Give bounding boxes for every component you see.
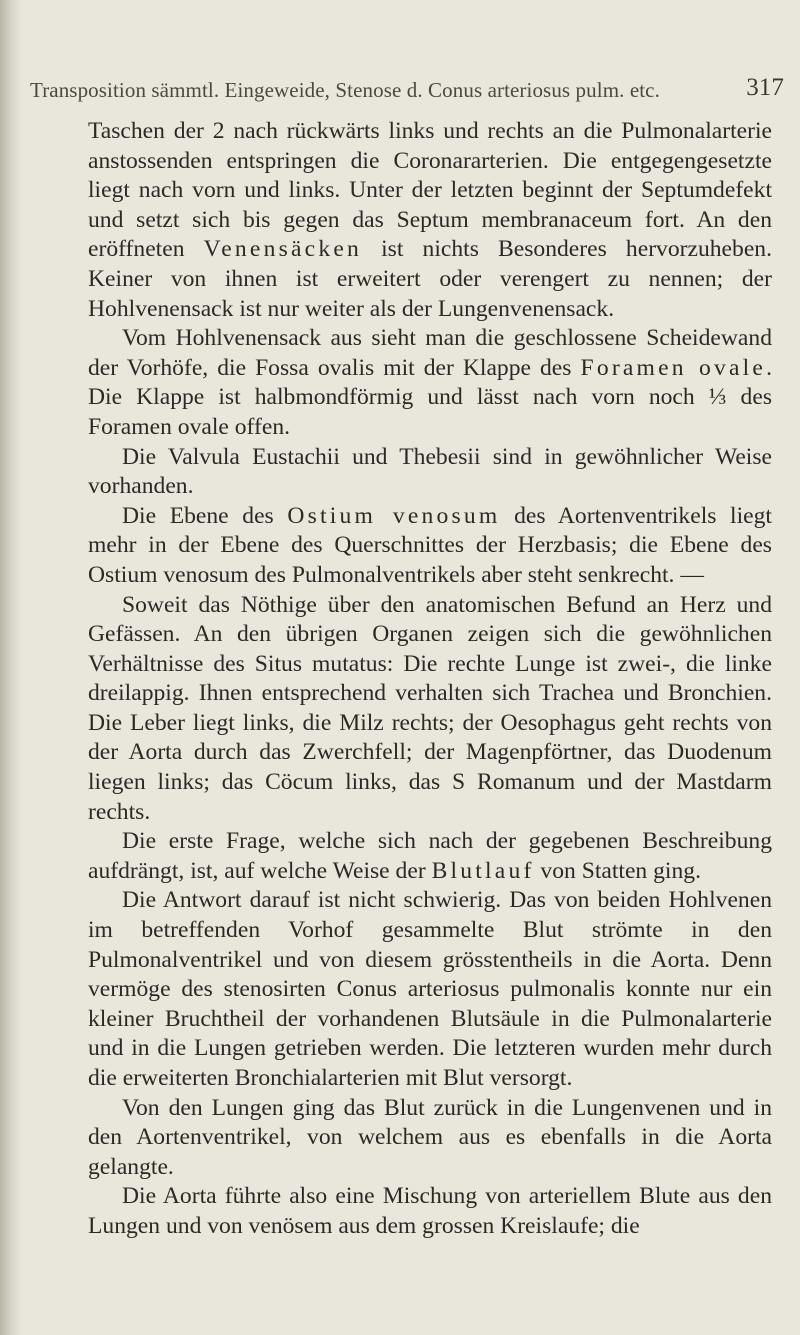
paragraph-text: Die Valvula Eustachii und Thebesii sind in gewöhnlicher Weise vorhanden. [88,443,772,500]
page-number: 317 [746,74,784,101]
paragraph-text: Von den Lungen ging das Blut zurück in die Lungenvenen und in den Aortenventrikel, von welchem aus es ebenfalls in die Aorta gelangte. [88,1094,772,1180]
running-head [30,74,784,108]
paragraph-text: Taschen der 2 nach rückwärts links und rechts an die Pulmonalarterie anstossenden entspringen die Coronararterien. Die entgegengesetzte liegt nach vorn und links. Unter der letzten beginnt der Septumdefekt und setzt sich bis gegen das Septum membranaceum fort. An den eröffneten [88,118,772,263]
paragraph [88,827,772,886]
paragraph [88,324,772,442]
paragraph-text: Vom Hohlvenensack aus sieht man die geschlossene Scheidewand der Vorhöfe, die Fossa ovalis mit der Klappe des [88,325,772,381]
paragraph-text: Die Ebene des [122,502,288,529]
paragraph [88,1182,772,1241]
paragraph [88,591,772,828]
paragraph-text: ist nichts Besonderes hervorzuheben. Keiner von ihnen ist erweitert oder verengert zu nennen; der Hohlvenensack ist nur weiter als der Lungenvenensack. [88,236,772,322]
paragraph-text: Soweit das Nöthige über den anatomischen Befund an Herz und Gefässen. An den übrigen Organen zeigen sich die gewöhnlichen Verhältnisse des Situs mutatus: Die rechte Lunge ist zwei-, die linke dreilappig. Ihnen entsprechend verhalten sich Trachea und Bronchien. Die Leber liegt links, die Milz rechts; der Oesophagus geht rechts von der Aorta durch das Zwerchfell; der Magenpförtner, das Duodenum liegen links; das Cöcum links, das S Romanum und der Mastdarm rechts. [88,591,772,825]
paragraph [88,117,772,324]
spaced-emphasis: Venensäcken [203,236,362,263]
paragraph [88,886,772,1093]
paragraph-text: . Die Klappe ist halbmondförmig und lässt nach vorn noch ⅓ des Foramen ovale offen. [88,354,772,440]
spaced-emphasis: Ostium venosum [287,502,501,529]
paragraph-text: des Aortenventrikels liegt mehr in der Ebene des Querschnittes der Herzbasis; die Ebene des Ostium venosum des Pulmonalventrikels aber steht senkrecht. — [88,502,772,588]
page-edge-shadow [0,0,22,1335]
paragraph-text: Die Antwort darauf ist nicht schwierig. Das von beiden Hohlvenen im betreffenden Vorhof gesammelte Blut strömte in den Pulmonalventrikel und von diesem grösstentheils in die Aorta. Denn vermöge des stenosirten Conus arteriosus pulmonalis konnte nur ein kleiner Bruchtheil der vorhandenen Blutsäule in die Pulmonalarterie und in die Lungen getrieben werden. Die letzteren wurden mehr durch die erweiterten Bronchialarterien mit Blut versorgt. [88,887,772,1091]
paragraph [88,443,772,502]
paragraph [88,1094,772,1183]
spaced-emphasis: Blutlauf [431,857,535,884]
running-head-title: Transposition sämmtl. Eingeweide, Stenose d. Conus arteriosus pulm. etc. [30,78,660,102]
paragraph-text: von Statten ging. [534,857,701,884]
paragraph-text: Die erste Frage, welche sich nach der gegebenen Beschreibung aufdrängt, ist, auf welche Weise der [88,828,772,884]
paragraph-text: Die Aorta führte also eine Mischung von arteriellem Blute aus den Lungen und von venösem aus dem grossen Kreislaufe; die [88,1183,772,1239]
spaced-emphasis: Foramen ovale [580,354,767,381]
body-text [88,117,772,1242]
paragraph [88,502,772,591]
